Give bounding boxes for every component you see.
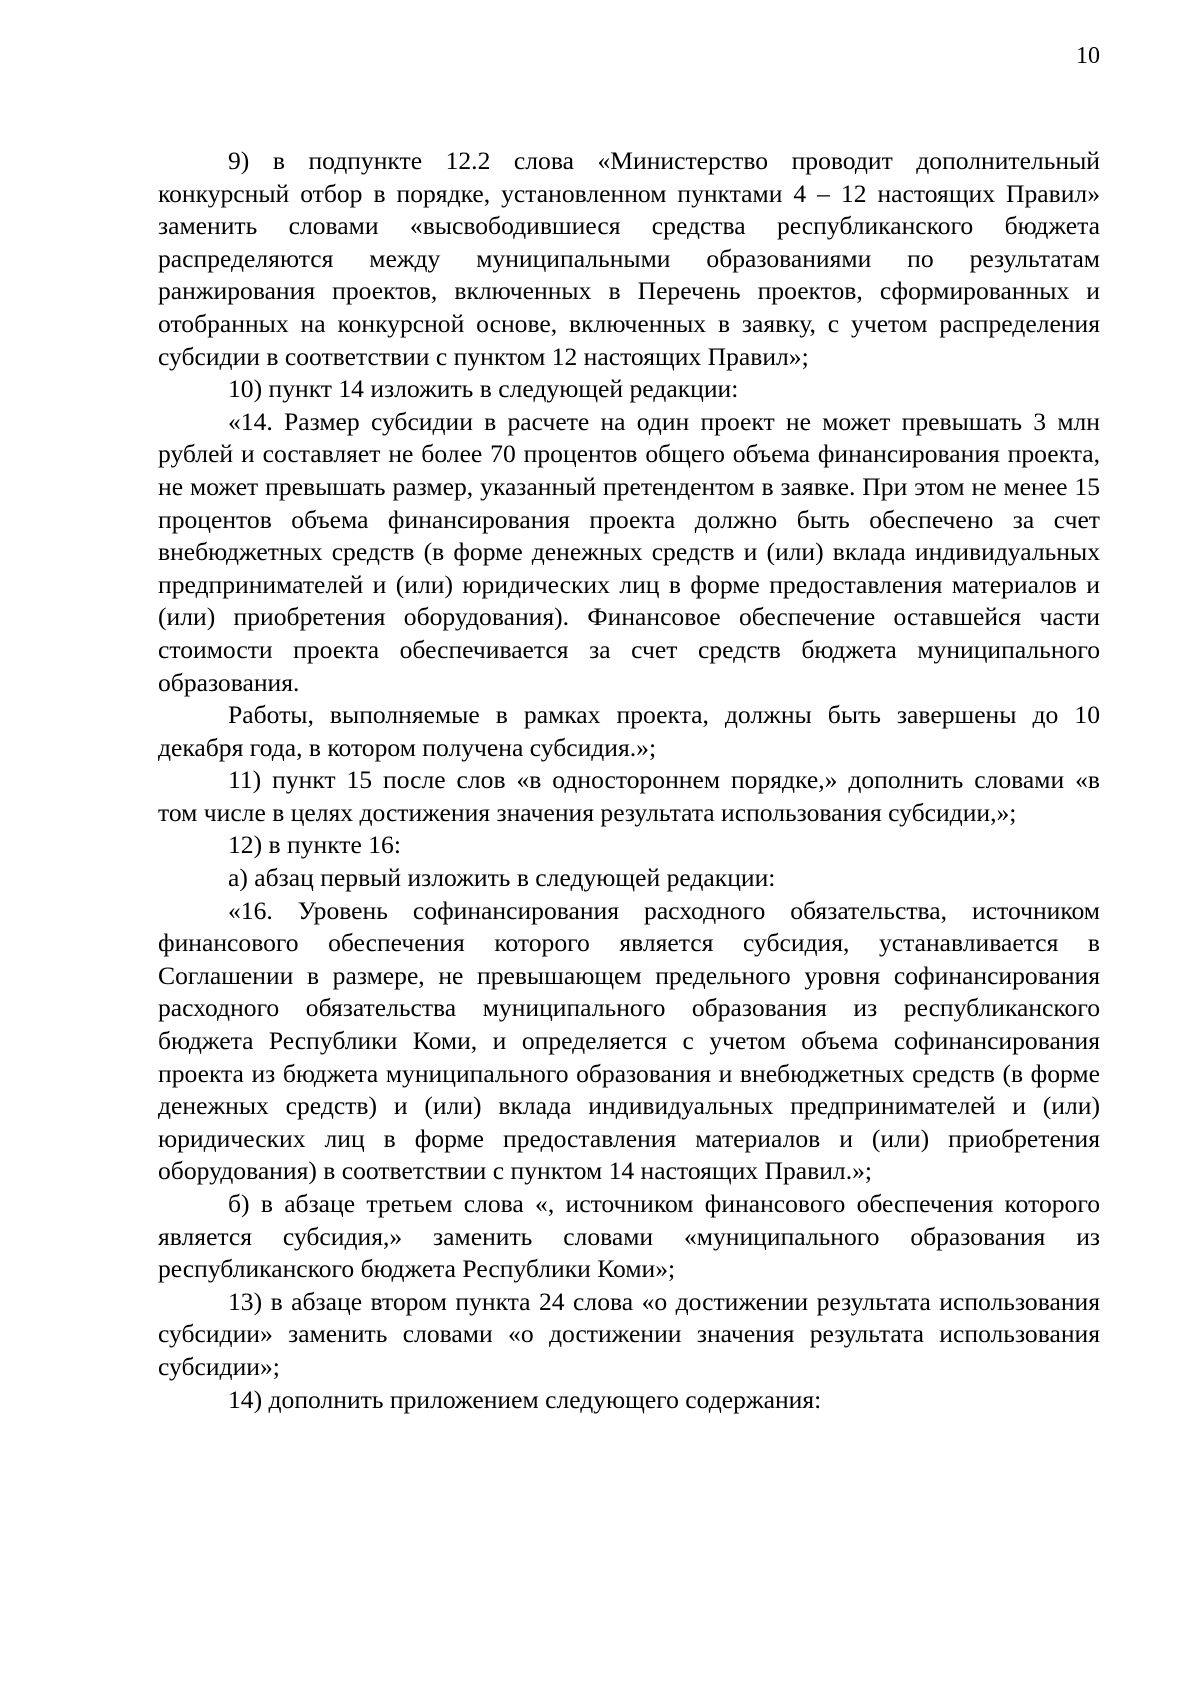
paragraph-item-10: 10) пункт 14 изложить в следующей редакции:	[228, 374, 739, 404]
paragraph-item-13: 13) в абзаце втором пункта 24 слова «о достижении результата использования субсидии» заменить словами «о достижении значения результата использования субсидии»;	[158, 1286, 1100, 1381]
page-number: 10	[1076, 43, 1100, 69]
paragraph-item-12b: б) в абзаце третьем слова «, источником финансового обеспечения которого является субсидия,» заменить словами «муниципального образования из республиканского бюджета Республики Коми»;	[158, 1189, 1100, 1284]
paragraph-item-14: 14) дополнить приложением следующего содержания:	[228, 1384, 822, 1414]
paragraph-item-11: 11) пункт 15 после слов «в одностороннем порядке,» дополнить словами «в том числе в целях достижения значения результата использования субсидии,»;	[158, 765, 1100, 827]
paragraph-works-deadline: Работы, выполняемые в рамках проекта, должны быть завершены до 10 декабря года, в котором получена субсидия.»;	[158, 700, 1100, 762]
document-body	[158, 145, 1100, 1416]
paragraph-item-9: 9) в подпункте 12.2 слова «Министерство проводит дополнительный конкурсный отбор в порядке, установленном пунктами 4 – 12 настоящих Правил» заменить словами «высвободившиеся средства республиканского бюджета распределяются между муниципальными образованиями по результатам ранжирования проектов, включенных в Перечень проектов, сформированных и отобранных на конкурсной основе, включенных в заявку, с учетом распределения субсидии в соответствии с пунктом 12 настоящих Правил»;	[158, 146, 1100, 371]
paragraph-item-12a: а) абзац первый изложить в следующей редакции:	[228, 863, 776, 893]
paragraph-item-12: 12) в пункте 16:	[228, 830, 401, 860]
paragraph-point-16-text: «16. Уровень софинансирования расходного обязательства, источником финансового обеспечения которого является субсидия, устанавливается в Соглашении в размере, не превышающем предельного уровня софинансирования расходного обязательства муниципального образования из республиканского бюджета Республики Коми, и определяется с учетом объема софинансирования проекта из бюджета муниципального образования и внебюджетных средств (в форме денежных средств) и (или) вклада индивидуальных предпринимателей и (или) юридических лиц в форме предоставления материалов и (или) приобретения оборудования) в соответствии с пунктом 14 настоящих Правил.»;	[158, 895, 1100, 1186]
paragraph-point-14-text: «14. Размер субсидии в расчете на один проект не может превышать 3 млн рублей и составляет не более 70 процентов общего объема финансирования проекта, не может превышать размер, указанный претендентом в заявке. При этом не менее 15 процентов объема финансирования проекта должно быть обеспечено за счет внебюджетных средств (в форме денежных средств и (или) вклада индивидуальных предпринимателей и (или) юридических лиц в форме предоставления материалов и (или) приобретения оборудования). Финансовое обеспечение оставшейся части стоимости проекта обеспечивается за счет средств бюджета муниципального образования.	[158, 406, 1100, 697]
